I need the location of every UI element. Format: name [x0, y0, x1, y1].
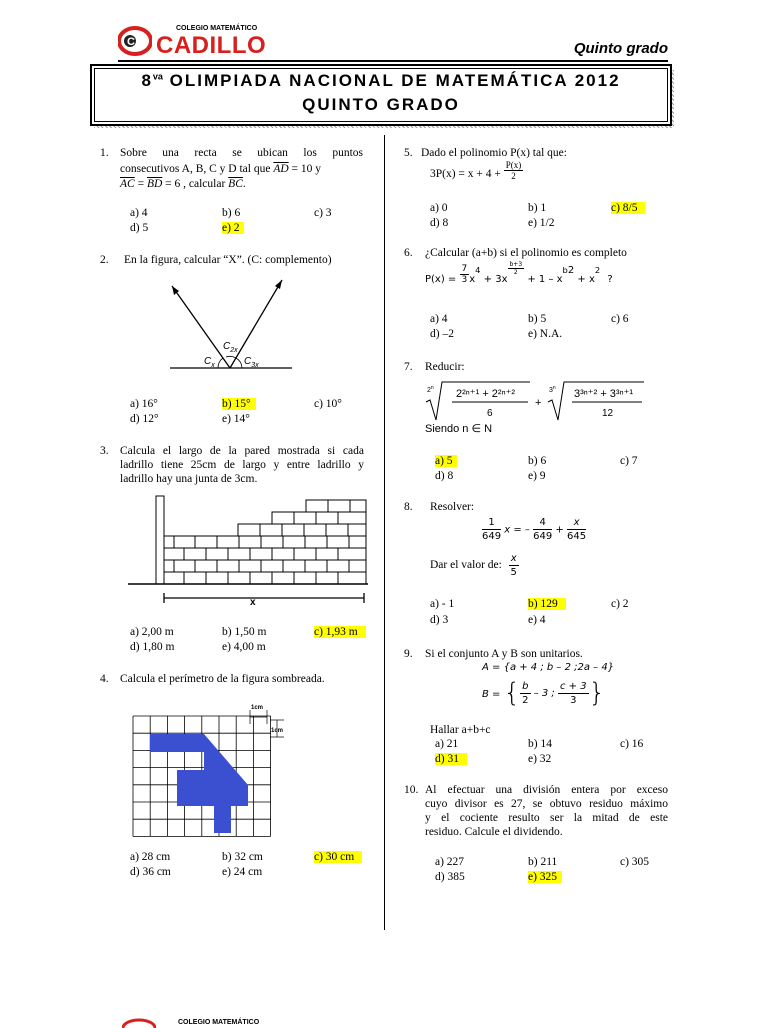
q4-option-a: a) 28 cm: [130, 851, 171, 863]
question-10-line4: residuo. Calcule el dividendo.: [425, 826, 563, 838]
q10-option-c: c) 305: [620, 856, 650, 868]
question-10-number: 10.: [404, 784, 419, 796]
wall-length-label: x: [250, 597, 256, 608]
q8-option-c: c) 2: [611, 598, 629, 610]
angle-arc-right: [236, 358, 242, 368]
q9-option-a: a) 21: [435, 738, 459, 750]
school-small-text: COLEGIO MATEMÁTICO: [176, 25, 258, 32]
q9-option-b: b) 14: [528, 738, 552, 750]
school-logo: [118, 22, 298, 60]
q10-option-e-answer: e) 325: [528, 871, 562, 883]
q10-option-a: a) 227: [435, 856, 465, 868]
plus-sign: +: [535, 397, 542, 409]
q2-option-d: d) 12°: [130, 413, 159, 425]
question-7-condition: Siendo n ∈ N: [425, 423, 493, 435]
q5-option-d: d) 8: [430, 217, 449, 229]
q7-option-a-answer: a) 5: [435, 455, 457, 467]
school-name: CADILLO: [156, 32, 267, 59]
question-9-hallar: Hallar a+b+c: [430, 724, 491, 736]
question-3-line2: ladrillo tiene 25cm de largo y entre ladrillo y: [120, 459, 364, 471]
q5-option-c-answer: c) 8/5: [611, 202, 645, 214]
q3-option-e: e) 4,00 m: [222, 641, 266, 653]
q1-option-d: d) 5: [130, 222, 149, 234]
question-8-number: 8.: [404, 501, 413, 513]
question-9-set-b: B = { $\frac{b}{2}$ – 3 ; $\frac{c + 3}{3}$ }: [482, 678, 606, 708]
q5-option-e: e) 1/2: [528, 217, 555, 229]
q7-option-d: d) 8: [435, 470, 454, 482]
q9-option-c: c) 16: [620, 738, 644, 750]
grade-header: Quinto grado: [573, 40, 668, 57]
q3-option-a: a) 2,00 m: [130, 626, 174, 638]
question-6-polynomial: P(x) = $\frac{7}{3}$ $x^4 + 3x$ $\frac{b+3}{2}$ + $1 - x^{b2} + x^2$ ?: [425, 261, 613, 285]
question-3-line3: ladrillo hay una junta de 3cm.: [120, 473, 258, 485]
footer-school-small: COLEGIO MATEMÁTICO: [178, 1019, 260, 1026]
q7-option-e: e) 9: [528, 470, 546, 482]
question-3-line1: Calcula el largo de la pared mostrada si cada: [120, 445, 364, 457]
q9-option-d-answer: d) 31: [435, 753, 467, 765]
label-c2x: $C_{2x}$: [223, 341, 238, 354]
angle-arc-left: [218, 358, 223, 368]
question-7-number: 7.: [404, 361, 413, 373]
q4-option-d: d) 36 cm: [130, 866, 171, 878]
q5-option-b: b) 1: [528, 202, 547, 214]
logo-c-icon: [118, 26, 152, 56]
left-ray: [172, 286, 230, 368]
q7-option-c: c) 7: [620, 455, 638, 467]
question-9-text: Si el conjunto A y B son unitarios.: [425, 648, 583, 660]
radical-expression: [424, 378, 648, 424]
header-rule: [118, 60, 668, 62]
right-arrow-icon: [275, 280, 282, 289]
q4-option-e: e) 24 cm: [222, 866, 263, 878]
grid-figure: [130, 702, 290, 840]
column-divider: [384, 135, 385, 930]
q6-option-b: b) 5: [528, 313, 547, 325]
q6-option-a: a) 4: [430, 313, 448, 325]
question-1-line1: Sobre una recta se ubican los puntos: [120, 147, 363, 159]
right-ray: [230, 280, 282, 368]
q2-option-e: e) 14°: [222, 413, 250, 425]
question-10-line1: Al efectuar una división entera por exceso: [425, 784, 668, 796]
q6-option-c: c) 6: [611, 313, 629, 325]
q8-option-b-answer: b) 129: [528, 598, 566, 610]
q8-option-a: a) - 1: [430, 598, 455, 610]
q1-option-e-answer: e) 2: [222, 222, 244, 234]
q3-option-c-answer: c) 1,93 m: [314, 626, 366, 638]
question-4-text: Calcula el perímetro de la figura sombreada.: [120, 673, 325, 685]
q9-option-e: e) 32: [528, 753, 552, 765]
q6-option-d: d) –2: [430, 328, 454, 340]
question-4-number: 4.: [100, 673, 109, 685]
q10-option-b: b) 211: [528, 856, 558, 868]
question-5-text: Dado el polinomio P(x) tal que:: [421, 147, 567, 159]
question-1-number: 1.: [100, 147, 109, 159]
footer-logo-c-icon: [122, 1018, 156, 1028]
left-brace-icon: {: [503, 678, 521, 708]
shaded-region: [150, 734, 248, 833]
question-8-equation: $\frac{1}{649}$ x = – $\frac{4}{649}$ + $\frac{x}{645}$: [482, 517, 587, 542]
q2-option-b-answer: b) 15°: [222, 398, 256, 410]
label-cx: $C_x$: [204, 356, 215, 369]
q3-option-b: b) 1,50 m: [222, 626, 267, 638]
q4-option-b: b) 32 cm: [222, 851, 263, 863]
q1-option-a: a) 4: [130, 207, 148, 219]
q2-option-c: c) 10°: [314, 398, 342, 410]
root2-index: 3$^n$: [549, 385, 556, 394]
question-9-number: 9.: [404, 648, 413, 660]
q3-option-d: d) 1,80 m: [130, 641, 175, 653]
footer-logo: [122, 1014, 282, 1026]
question-3-number: 3.: [100, 445, 109, 457]
question-8-ask: Dar el valor de: $\frac{x}{5}$: [430, 553, 517, 578]
question-1-line3: $\overline{AC} = \overline{BD} = 6$ , calcular $\overline{BC}$.: [120, 178, 246, 190]
root1-denominator: 6: [487, 408, 493, 419]
question-8-text: Resolver:: [430, 501, 475, 513]
question-1-line2: consecutivos A, B, C y D tal que $\overline{AD} = 10$ y: [120, 163, 322, 175]
question-6-text: ¿Calcular (a+b) si el polinomio es completo: [425, 247, 627, 259]
question-5-equation: 3P(x) = x + 4 + $\frac{P(x)}{2}$: [430, 160, 522, 181]
root2-denominator: 12: [602, 408, 614, 419]
angle-figure: [160, 276, 300, 376]
svg-text:C: C: [127, 36, 135, 48]
question-10-line2: cuyo divisor es 27, se obtuvo residuo máximo: [425, 798, 668, 810]
title-line-1: $8^{va}$ OLIMPIADA NACIONAL DE MATEMÁTICA 2012: [141, 71, 621, 90]
question-6-number: 6.: [404, 247, 413, 259]
question-10-line3: y el cociente resulto ser la mitad de este: [425, 812, 668, 824]
q7-option-b: b) 6: [528, 455, 547, 467]
title-box: [90, 64, 672, 126]
q1-option-c: c) 3: [314, 207, 332, 219]
question-2-text: En la figura, calcular “X”. (C: complemento): [124, 254, 332, 266]
q4-option-c-answer: c) 30 cm: [314, 851, 362, 863]
q8-option-d: d) 3: [430, 614, 449, 626]
grid-unit-top: 1cm: [251, 705, 264, 711]
angle-arc-mid: [226, 356, 236, 358]
q6-option-e: e) N.A.: [528, 328, 563, 340]
q8-option-e: e) 4: [528, 614, 546, 626]
q1-option-b: b) 6: [222, 207, 241, 219]
right-brace-icon: }: [588, 678, 606, 708]
brick-wall-figure: [128, 494, 368, 608]
question-2-number: 2.: [100, 254, 109, 266]
question-9-set-a: A = {a + 4 ; b – 2 ;2a – 4}: [482, 662, 615, 673]
question-7-text: Reducir:: [425, 361, 465, 373]
q2-option-a: a) 16°: [130, 398, 158, 410]
root2-numerator: 3³ⁿ⁺² + 3³ⁿ⁺¹: [574, 388, 634, 400]
question-5-number: 5.: [404, 147, 413, 159]
title-line-2: QUINTO GRADO: [302, 95, 460, 114]
grid-unit-side: 1cm: [271, 728, 284, 734]
q5-option-a: a) 0: [430, 202, 448, 214]
root1-numerator: 2²ⁿ⁺¹ + 2²ⁿ⁺²: [456, 388, 516, 400]
label-c3x: $C_{3x}$: [244, 356, 259, 369]
root1-index: 2$^n$: [427, 385, 434, 394]
q10-option-d: d) 385: [435, 871, 465, 883]
